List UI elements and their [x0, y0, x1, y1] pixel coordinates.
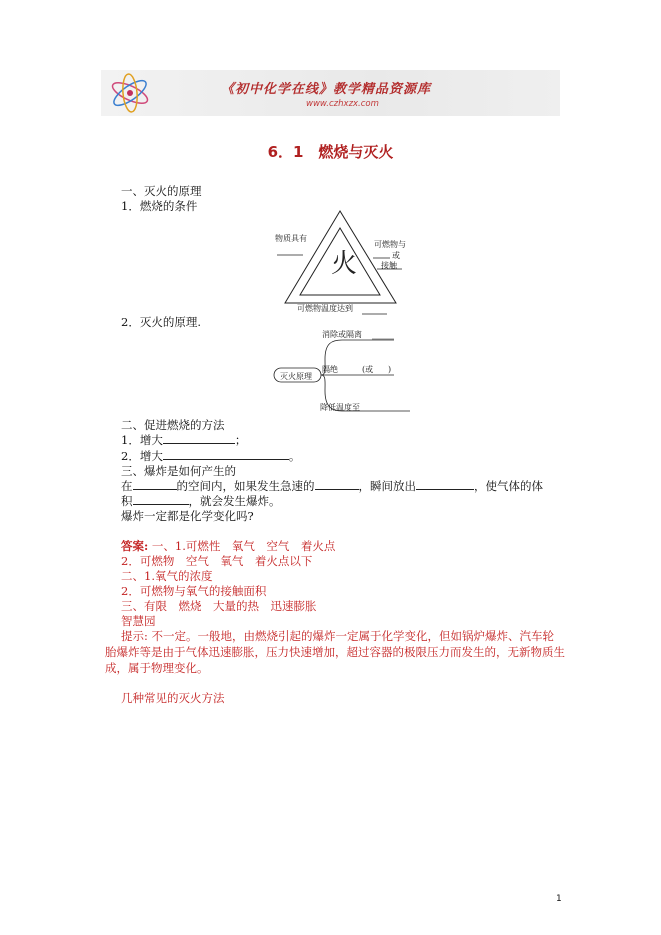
page-number: 1 [556, 894, 562, 904]
blank-6 [133, 494, 189, 505]
p2-b: ，就会发生爆炸。 [188, 494, 281, 508]
triangle-right-label-1: 可燃物与 [374, 240, 406, 249]
banner-title: 《初中化学在线》教学精品资源库 [221, 82, 432, 97]
section1-heading: 一、灭火的原理 [121, 184, 202, 198]
banner-url: www.czhxzx.com [306, 99, 379, 109]
atom-logo-icon [107, 72, 153, 114]
answer-7: 提示: 不一定。一般地，由燃烧引起的爆炸一定属于化学变化，但如锅炉爆炸、汽车轮 [121, 629, 555, 643]
answer-2: 2．可燃物 空气 氧气 着火点以下 [121, 554, 313, 568]
branch1-label: 消除或隔离 [322, 330, 362, 339]
combustion-triangle-diagram [265, 208, 425, 318]
section3-para-line2 [121, 494, 281, 508]
answers-line1 [121, 539, 335, 553]
branch2-label-b: (或 [362, 365, 374, 374]
branch2-label-a: 隔绝 [322, 365, 338, 374]
section2-item1-end: ； [234, 433, 247, 447]
blank-4 [315, 479, 359, 490]
p2-a: 积 [121, 494, 133, 508]
answers-label: 答案: [121, 539, 149, 553]
section1-item1: 1．燃烧的条件 [121, 199, 198, 213]
header-banner [101, 70, 560, 116]
section1-item2: 2．灭火的原理. [121, 315, 201, 329]
page-title: 6．1 燃烧与灭火 [267, 143, 394, 161]
triangle-right-label-2: 或 [392, 251, 400, 260]
p1-a: 在 [121, 479, 133, 493]
section3-para-line1 [121, 479, 543, 493]
root-label: 灭火原理 [280, 372, 312, 381]
answer-1: 一、1.可燃性 氧气 空气 着火点 [151, 539, 336, 553]
p1-c: ，瞬间放出 [358, 479, 416, 493]
p1-b: 的空间内，如果发生急速的 [176, 479, 315, 493]
answer-3: 二、1.氧气的浓度 [121, 569, 213, 583]
p1-d: ，使气体的体 [474, 479, 543, 493]
answer-4: 2．可燃物与氧气的接触面积 [121, 584, 267, 598]
answer-8: 胎爆炸等是由于气体迅速膨胀，压力快速增加，超过容器的极限压力而发生的，无新物质生 [105, 645, 565, 659]
branch2-label-c: ) [388, 365, 392, 374]
footer-heading: 几种常见的灭火方法 [121, 691, 225, 705]
blank-1 [163, 433, 235, 444]
section2-item2 [121, 449, 300, 463]
answer-5: 三、有限 燃烧 大量的热 迅速膨胀 [121, 599, 317, 613]
triangle-left-label: 物质具有 [275, 234, 307, 243]
section3-heading: 三、爆炸是如何产生的 [121, 464, 236, 478]
answer-9: 成，属于物理变化。 [105, 661, 209, 675]
branch3-label: 降低温度至 [320, 403, 360, 412]
blank-2 [163, 449, 289, 460]
section2-item2-text: 2．增大 [121, 449, 163, 463]
triangle-right-label-3: 接触 [381, 261, 397, 270]
blank-5 [416, 479, 474, 490]
blank-3 [133, 479, 177, 490]
section2-item1-text: 1．增大 [121, 433, 163, 447]
extinguish-principle-diagram [270, 325, 415, 418]
fire-character: 火 [331, 249, 358, 279]
section3-question: 爆炸一定都是化学变化吗? [121, 509, 254, 523]
section2-heading: 二、促进燃烧的方法 [121, 418, 225, 432]
triangle-bottom-label: 可燃物温度达到 [297, 304, 353, 313]
section2-item2-end: 。 [288, 449, 301, 463]
answer-6: 智慧园 [121, 614, 156, 628]
section2-item1 [121, 433, 246, 447]
